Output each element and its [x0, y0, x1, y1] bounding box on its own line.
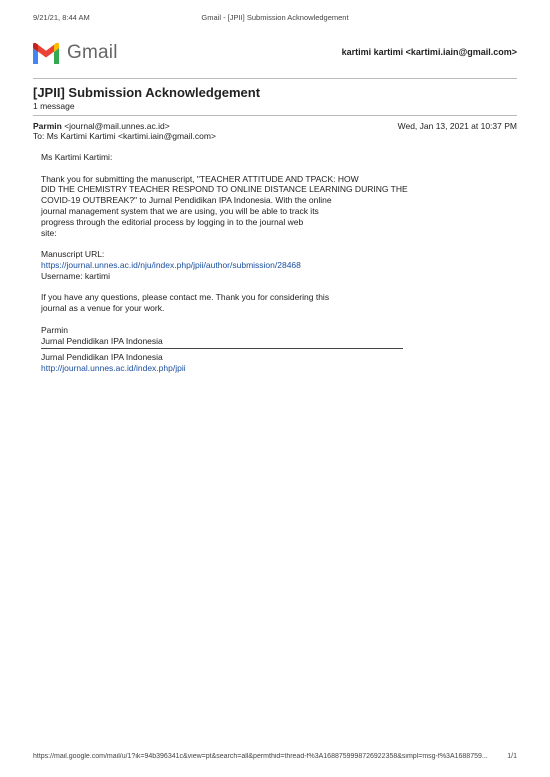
para1-line: progress through the editorial process by logging in to the journal web [41, 216, 304, 227]
sender-line [33, 121, 170, 131]
para1-line: site: [41, 227, 57, 238]
signature-journal: Jurnal Pendidikan IPA Indonesia [41, 335, 163, 346]
para1-line: DID THE CHEMISTRY TEACHER RESPOND TO ONLINE DISTANCE LEARNING DURING THE [41, 184, 408, 195]
account-label: kartimi kartimi <kartimi.iain@gmail.com> [341, 47, 517, 57]
body-paragraph-1 [41, 174, 461, 239]
sender-name: Parmin [33, 121, 62, 131]
print-datetime: 9/21/21, 8:44 AM [33, 13, 90, 22]
gmail-logo[interactable] [31, 40, 118, 66]
para2-line: journal as a venue for your work. [41, 303, 165, 314]
body-paragraph-2 [41, 292, 461, 314]
journal-url-link[interactable]: http://journal.unnes.ac.id/index.php/jpii [41, 363, 186, 374]
thread-subject: [JPII] Submission Acknowledgement [33, 85, 261, 100]
para1-line: journal management system that we are using, you will be able to track its [41, 205, 319, 216]
signature [41, 325, 461, 374]
message-divider [33, 115, 517, 116]
para2-line: If you have any questions, please contact me. Thank you for considering this [41, 292, 330, 303]
header-divider [33, 78, 517, 79]
message-count: 1 message [33, 101, 75, 111]
footer-journal: Jurnal Pendidikan IPA Indonesia [41, 352, 163, 363]
manuscript-url-link[interactable]: https://journal.unnes.ac.id/nju/index.php/jpii/author/submission/28468 [41, 259, 301, 270]
manuscript-label: Manuscript URL: [41, 249, 105, 260]
para1-line: Thank you for submitting the manuscript, "TEACHER ATTITUDE AND TPACK: HOW [41, 173, 359, 184]
signature-divider [41, 348, 403, 349]
print-page-title: Gmail - [JPII] Submission Acknowledgement [201, 13, 349, 22]
manuscript-info [41, 249, 461, 281]
para1-line: COVID-19 OUTBREAK?" to Jurnal Pendidikan IPA Indonesia. With the online [41, 195, 332, 206]
recipient-line: To: Ms Kartimi Kartimi <kartimi.iain@gmail.com> [33, 131, 216, 141]
signature-name: Parmin [41, 324, 68, 335]
print-footer [33, 753, 517, 763]
greeting: Ms Kartimi Kartimi: [41, 152, 113, 162]
print-url: https://mail.google.com/mail/u/1?ik=94b396341c&view=pt&search=all&permthid=thread-f%3A1688759998726922358&simpl=msg-f%3A1688759... [33, 753, 488, 760]
gmail-wordmark: Gmail [67, 42, 118, 63]
message-body [41, 152, 461, 374]
username-line: Username: kartimi [41, 270, 110, 281]
print-header [33, 13, 517, 25]
message-date: Wed, Jan 13, 2021 at 10:37 PM [397, 121, 517, 131]
print-page-number: 1/1 [507, 753, 517, 760]
sender-email: <journal@mail.unnes.ac.id> [64, 121, 170, 131]
gmail-m-icon [31, 42, 61, 64]
